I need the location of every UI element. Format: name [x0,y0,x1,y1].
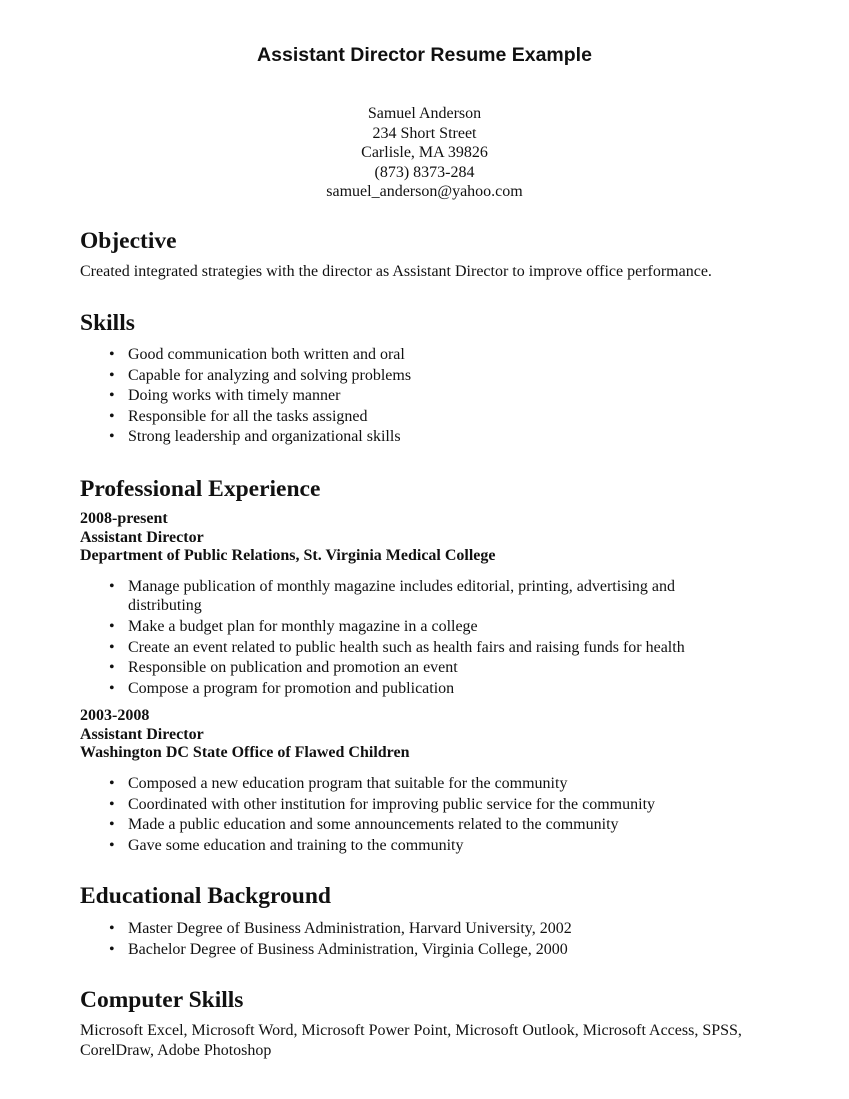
experience-heading: Professional Experience [80,476,321,502]
bullet-icon: • [109,836,115,854]
list-item [0,774,728,795]
contact-phone: (873) 8373-284 [374,163,475,181]
bullet-icon: • [109,428,115,446]
computer-skills-text: Microsoft Excel, Microsoft Word, Microsoft Power Point, Microsoft Outlook, Microsoft Access, SPSS, CorelDraw, Adobe Photoshop [80,1022,742,1059]
education-text: Master Degree of Business Administration, Harvard University, 2002 [128,920,572,937]
list-item [0,795,728,816]
bullet-icon: • [109,618,115,635]
skill-text: Doing works with timely manner [128,387,341,405]
contact-email: samuel_anderson@yahoo.com [326,183,523,200]
skill-text: Good communication both written and oral [128,346,405,363]
skills-heading: Skills [80,310,135,336]
bullet-icon: • [109,366,115,384]
job-duties-list [0,774,728,856]
list-item [0,366,728,387]
bullet-icon: • [109,775,115,792]
education-list [0,919,728,960]
bullet-icon: • [109,679,115,697]
duty-text: Composed a new education program that suitable for the community [128,775,568,792]
education-text: Bachelor Degree of Business Administration, Virginia College, 2000 [128,940,568,958]
job-period: 2003-2008 [80,707,150,724]
bullet-icon: • [109,578,115,595]
duty-text: Responsible on publication and promotion an event [128,659,458,677]
bullet-icon: • [109,407,115,425]
duty-text: Gave some education and training to the community [128,836,464,854]
job-role: Assistant Director [80,528,204,546]
bullet-icon: • [109,920,115,937]
document-title: Assistant Director Resume Example [257,44,592,66]
duty-text: Manage publication of monthly magazine includes editorial, printing, advertising and distributing [128,578,675,614]
list-item [0,658,728,679]
list-item [0,386,728,407]
skill-text: Strong leadership and organizational skills [128,428,401,446]
bullet-icon: • [109,346,115,363]
objective-heading: Objective [80,228,177,254]
duty-text: Compose a program for promotion and publication [128,679,455,697]
job-header [80,510,496,566]
skills-list [0,345,728,448]
computer-skills-heading: Computer Skills [80,987,244,1013]
list-item [0,638,728,659]
bullet-icon: • [109,795,115,813]
objective-text: Created integrated strategies with the director as Assistant Director to improve office performance. [80,263,712,280]
bullet-icon: • [109,659,115,677]
contact-name: Samuel Anderson [367,105,482,122]
job-org: Washington DC State Office of Flawed Children [80,744,410,761]
list-item [0,577,728,615]
list-item [0,407,728,428]
list-item [0,919,728,940]
job-header [80,707,409,763]
duty-text: Made a public education and some announcements related to the community [128,816,619,834]
list-item [0,940,728,961]
list-item [0,617,728,638]
list-item [0,679,728,700]
education-heading: Educational Background [80,883,331,909]
list-item [0,345,728,366]
duty-text: Make a budget plan for monthly magazine in a college [128,618,478,635]
job-role: Assistant Director [80,725,204,743]
job-period: 2008-present [80,510,168,527]
contact-city: Carlisle, MA 39826 [361,144,488,161]
contact-block [0,104,849,202]
skill-text: Capable for analyzing and solving problems [128,366,412,384]
duty-text: Create an event related to public health such as health fairs and raising funds for health [128,638,685,656]
job-duties-list [0,577,728,699]
bullet-icon: • [109,940,115,958]
skill-text: Responsible for all the tasks assigned [128,407,368,425]
list-item [0,815,728,836]
list-item [0,427,728,448]
bullet-icon: • [109,816,115,834]
contact-street: 234 Short Street [372,124,477,142]
bullet-icon: • [109,387,115,405]
list-item [0,836,728,857]
bullet-icon: • [109,638,115,656]
job-org: Department of Public Relations, St. Virginia Medical College [80,547,496,564]
duty-text: Coordinated with other institution for improving public service for the community [128,795,656,813]
